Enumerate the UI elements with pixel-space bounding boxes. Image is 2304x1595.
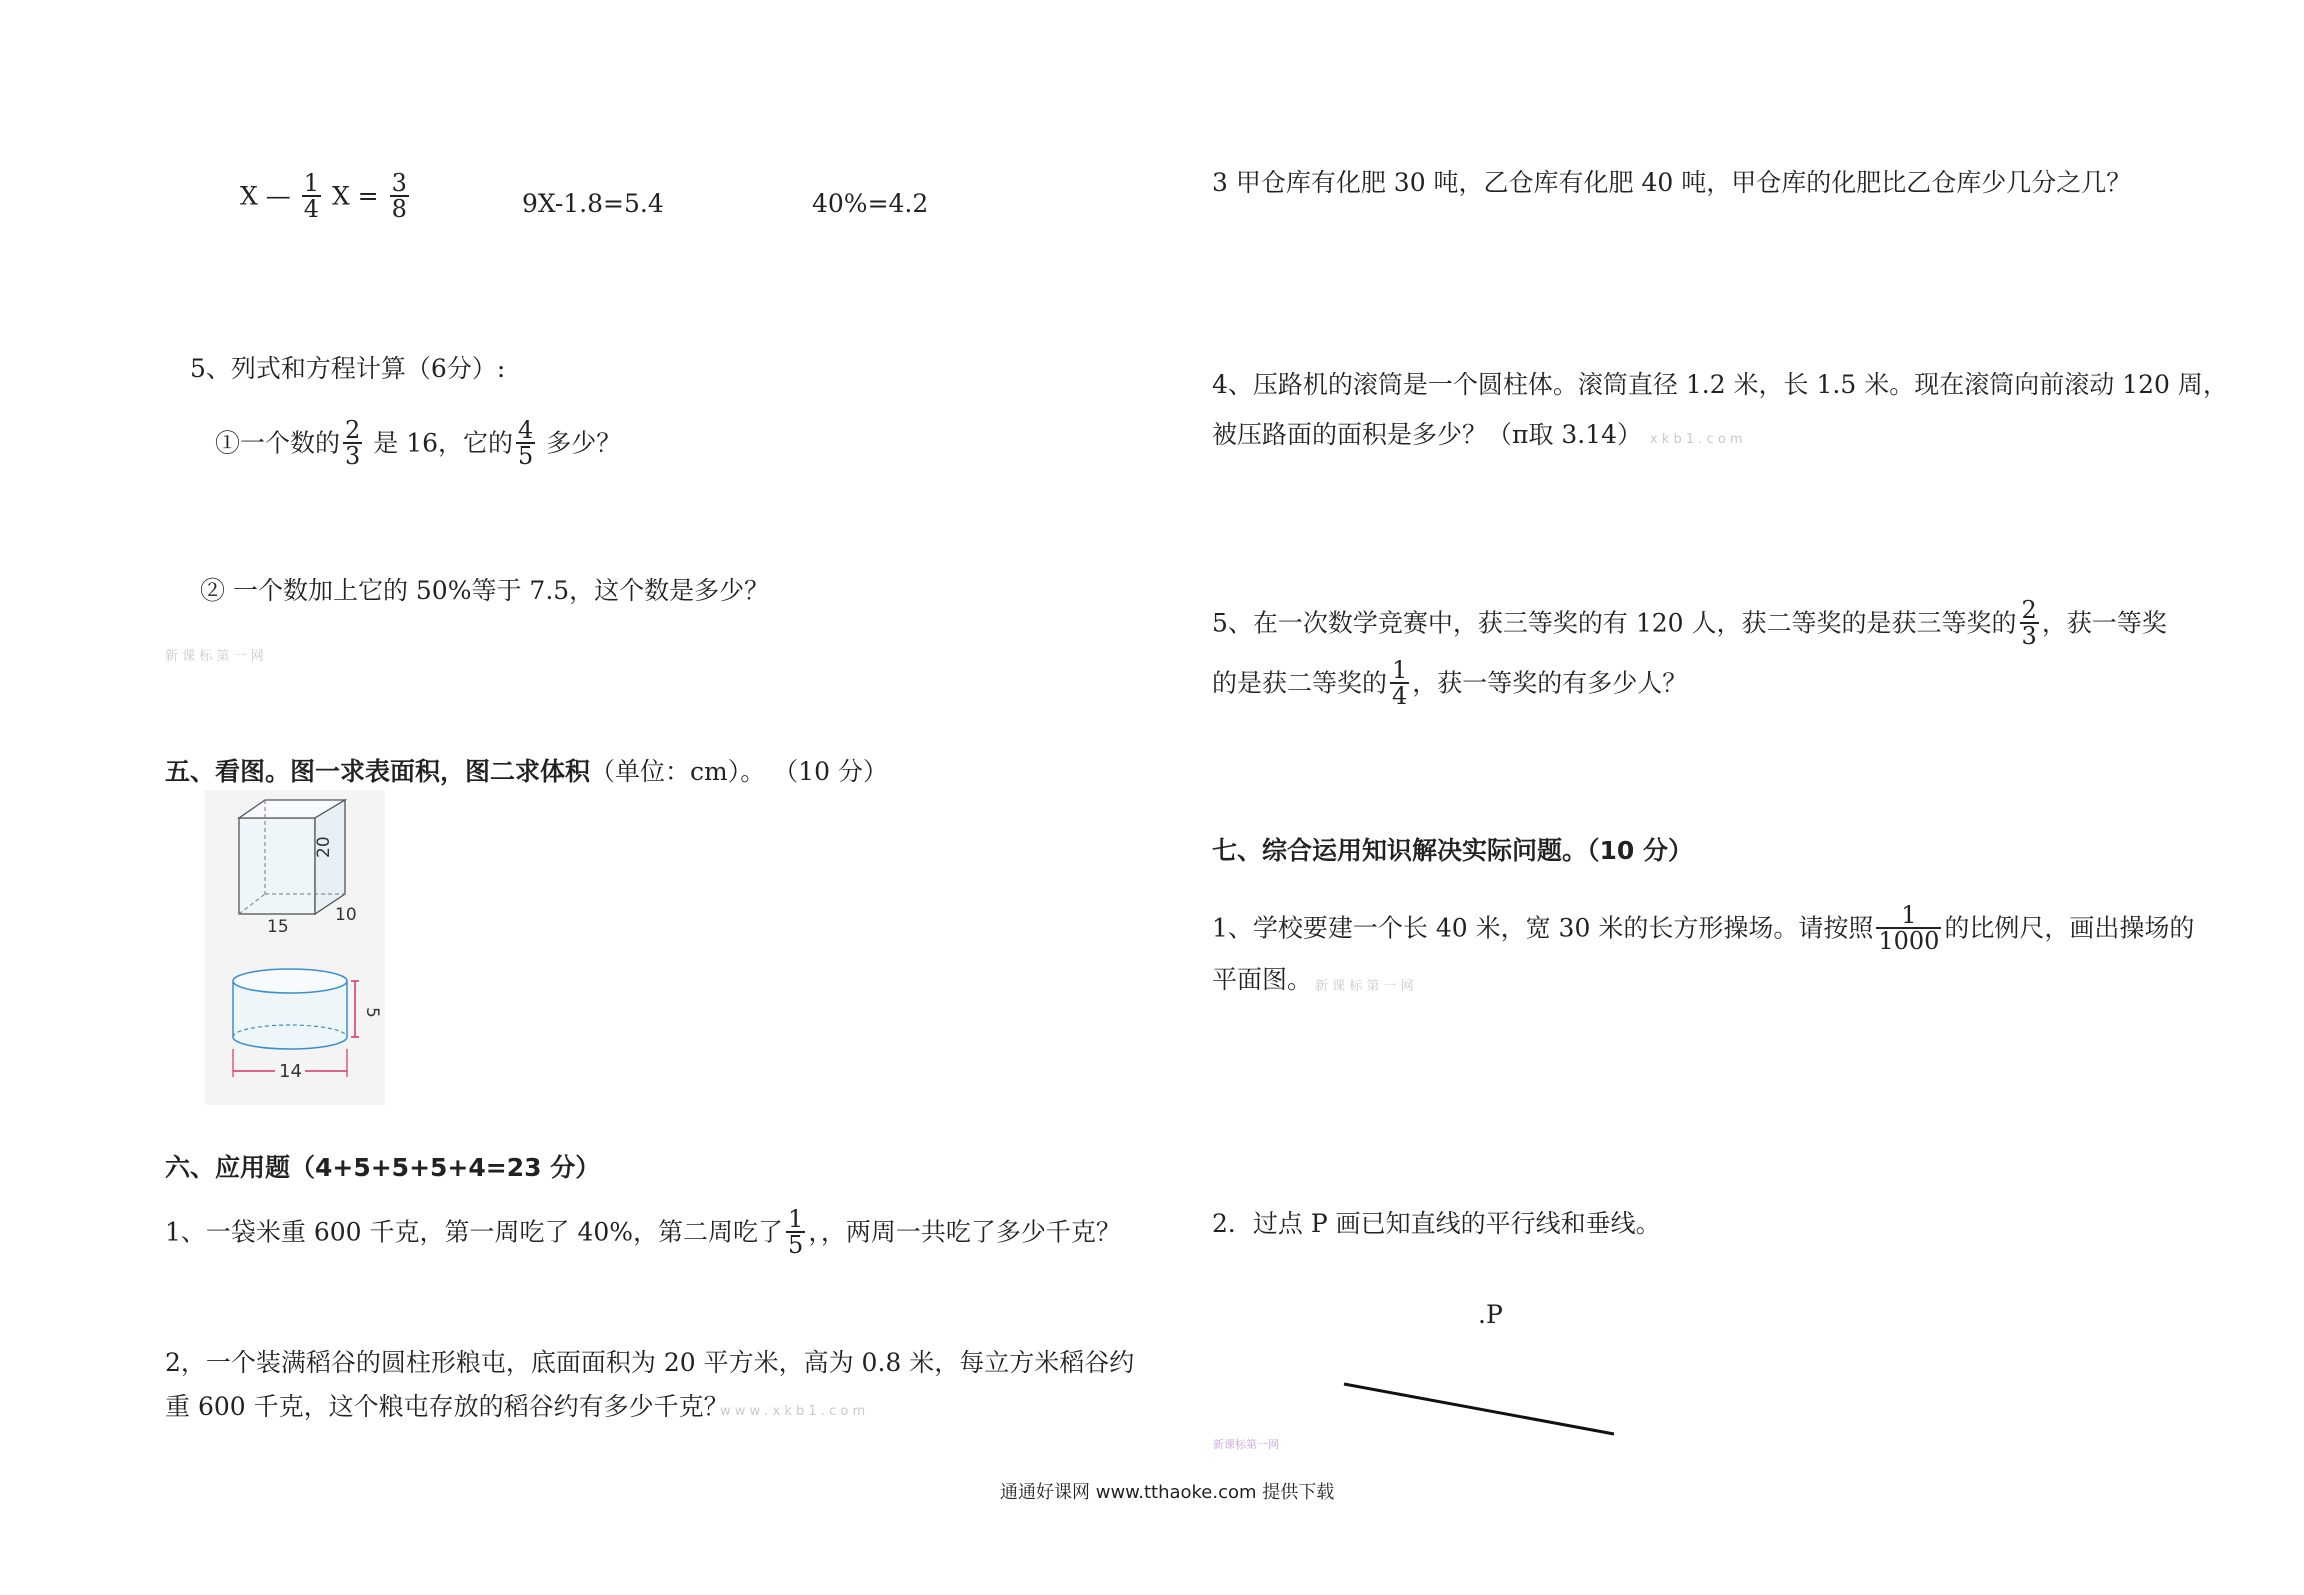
- q5-item2: ② 一个数加上它的 50%等于 7.5，这个数是多少？: [200, 576, 770, 605]
- r-q5-text-b: ，获一等奖: [2041, 608, 2167, 638]
- eq1-rhs-den: 8: [391, 195, 407, 223]
- frac-num: 1: [1392, 656, 1408, 684]
- watermark-text: 新 课 标 第 一 网: [165, 649, 264, 664]
- r-q5-line1: [1212, 596, 2167, 650]
- s6-q2-line2: 重 600 千克，这个粮屯存放的稻谷约有多少千克？: [165, 1392, 729, 1421]
- cuboid-figure: [205, 790, 385, 935]
- section5-title-rest: （单位：cm）。 （10 分）: [590, 757, 888, 786]
- eq1-frac-num: 1: [303, 169, 319, 197]
- frac-num: 4: [518, 416, 534, 444]
- s6-q1-text-b: ，，两周一共吃了多少千克？: [808, 1217, 1121, 1247]
- watermark-text: x k b 1 . c o m: [1650, 432, 1743, 447]
- s7-q1-text-b: 的比例尺，画出操场的: [1944, 913, 2195, 943]
- s7-q2: 2．过点 P 画已知直线的平行线和垂线。: [1212, 1209, 1661, 1238]
- r-q5-frac1: [2020, 598, 2039, 648]
- given-line: [1340, 1375, 1620, 1445]
- frac-num: 1: [1901, 901, 1917, 929]
- equation-3: 40%=4.2: [812, 189, 929, 218]
- cylinder-diameter-label: 14: [279, 1061, 302, 1082]
- frac-den: 5: [518, 442, 534, 470]
- r-q5-line2: [1212, 656, 1688, 710]
- s7-q1-text-a: 1、学校要建一个长 40 米，宽 30 米的长方形操场。请按照: [1212, 913, 1874, 943]
- frac-den: 3: [345, 442, 361, 470]
- s7-q1-line2: 平面图。: [1212, 965, 1313, 994]
- cylinder-figure: [205, 935, 385, 1105]
- section6-title: 六、应用题（4+5+5+5+4=23 分）: [165, 1153, 601, 1182]
- frac-den: 5: [788, 1231, 804, 1259]
- q5-title: 5、列式和方程计算（6分）:: [190, 354, 506, 383]
- s6-q1-text-a: 1、一袋米重 600 千克，第一周吃了 40%，第二周吃了: [165, 1217, 784, 1247]
- q5-item1-text-c: 多少？: [538, 428, 622, 458]
- eq1-fraction: [302, 171, 321, 221]
- cuboid-height-label: 20: [314, 836, 334, 858]
- eq1-frac-den: 4: [303, 195, 319, 223]
- frac-num: 2: [2021, 596, 2037, 624]
- footer-text: 通通好课网 www.tthaoke.com 提供下载: [1000, 1482, 1335, 1503]
- s6-q2-line1: 2，一个装满稻谷的圆柱形粮屯，底面面积为 20 平方米，高为 0.8 米，每立方米稻谷约: [165, 1348, 1135, 1377]
- s7-q1-frac: [1876, 903, 1941, 953]
- eq1-mid: X =: [331, 181, 379, 211]
- r-q3: 3 甲仓库有化肥 30 吨，乙仓库有化肥 40 吨，甲仓库的化肥比乙仓库少几分之几？: [1212, 168, 2132, 197]
- eq1-rhs-num: 3: [391, 169, 407, 197]
- s6-q1: [165, 1205, 1121, 1259]
- section5-title-bold: 五、看图。图一求表面积，图二求体积: [165, 757, 591, 786]
- r-q5-text-a: 5、在一次数学竞赛中，获三等奖的有 120 人，获二等奖的是获三等奖的: [1212, 608, 2017, 638]
- watermark-text: w w w . x k b 1 . c o m: [720, 1404, 866, 1419]
- section7-title: 七、综合运用知识解决实际问题。（10 分）: [1212, 836, 1693, 865]
- watermark-text: 新 课 标 第 一 网: [1315, 979, 1414, 994]
- r-q5-text-c: 的是获二等奖的: [1212, 668, 1388, 698]
- q5-item1-frac2: [516, 418, 535, 468]
- frac-num: 1: [788, 1205, 804, 1233]
- q5-item1: [215, 416, 622, 470]
- equation-1: [240, 169, 412, 223]
- frac-den: 3: [2021, 622, 2037, 650]
- frac-den: 1000: [1878, 927, 1940, 955]
- q5-item1-frac1: [343, 418, 362, 468]
- s6-q1-frac: [786, 1207, 805, 1257]
- q5-item1-text-a: ①一个数的: [215, 428, 341, 458]
- cuboid-width-label: 10: [335, 905, 357, 925]
- q5-item1-text-b: 是 16，它的: [365, 428, 514, 458]
- r-q5-text-d: ，获一等奖的有多少人？: [1412, 668, 1688, 698]
- r-q4-line2: 被压路面的面积是多少？（π取 3.14）: [1212, 420, 1643, 449]
- frac-num: 2: [345, 416, 361, 444]
- cuboid-length-label: 15: [267, 917, 289, 935]
- frac-den: 4: [1392, 682, 1408, 710]
- equation-2: 9X-1.8=5.4: [522, 189, 664, 218]
- r-q5-frac2: [1390, 658, 1409, 708]
- eq1-rhs-fraction: [390, 171, 409, 221]
- cylinder-height-label: 5: [362, 1007, 382, 1018]
- section5-title: [165, 757, 888, 787]
- point-p-label: .P: [1478, 1300, 1503, 1329]
- watermark-text: 新课标第一网: [1213, 1438, 1279, 1451]
- r-q4-line1: 4、压路机的滚筒是一个圆柱体。滚筒直径 1.2 米，长 1.5 米。现在滚筒向前滚动 120 周，: [1212, 370, 2228, 399]
- eq1-lhs: X —: [240, 181, 291, 211]
- s7-q1-line1: [1212, 901, 2195, 955]
